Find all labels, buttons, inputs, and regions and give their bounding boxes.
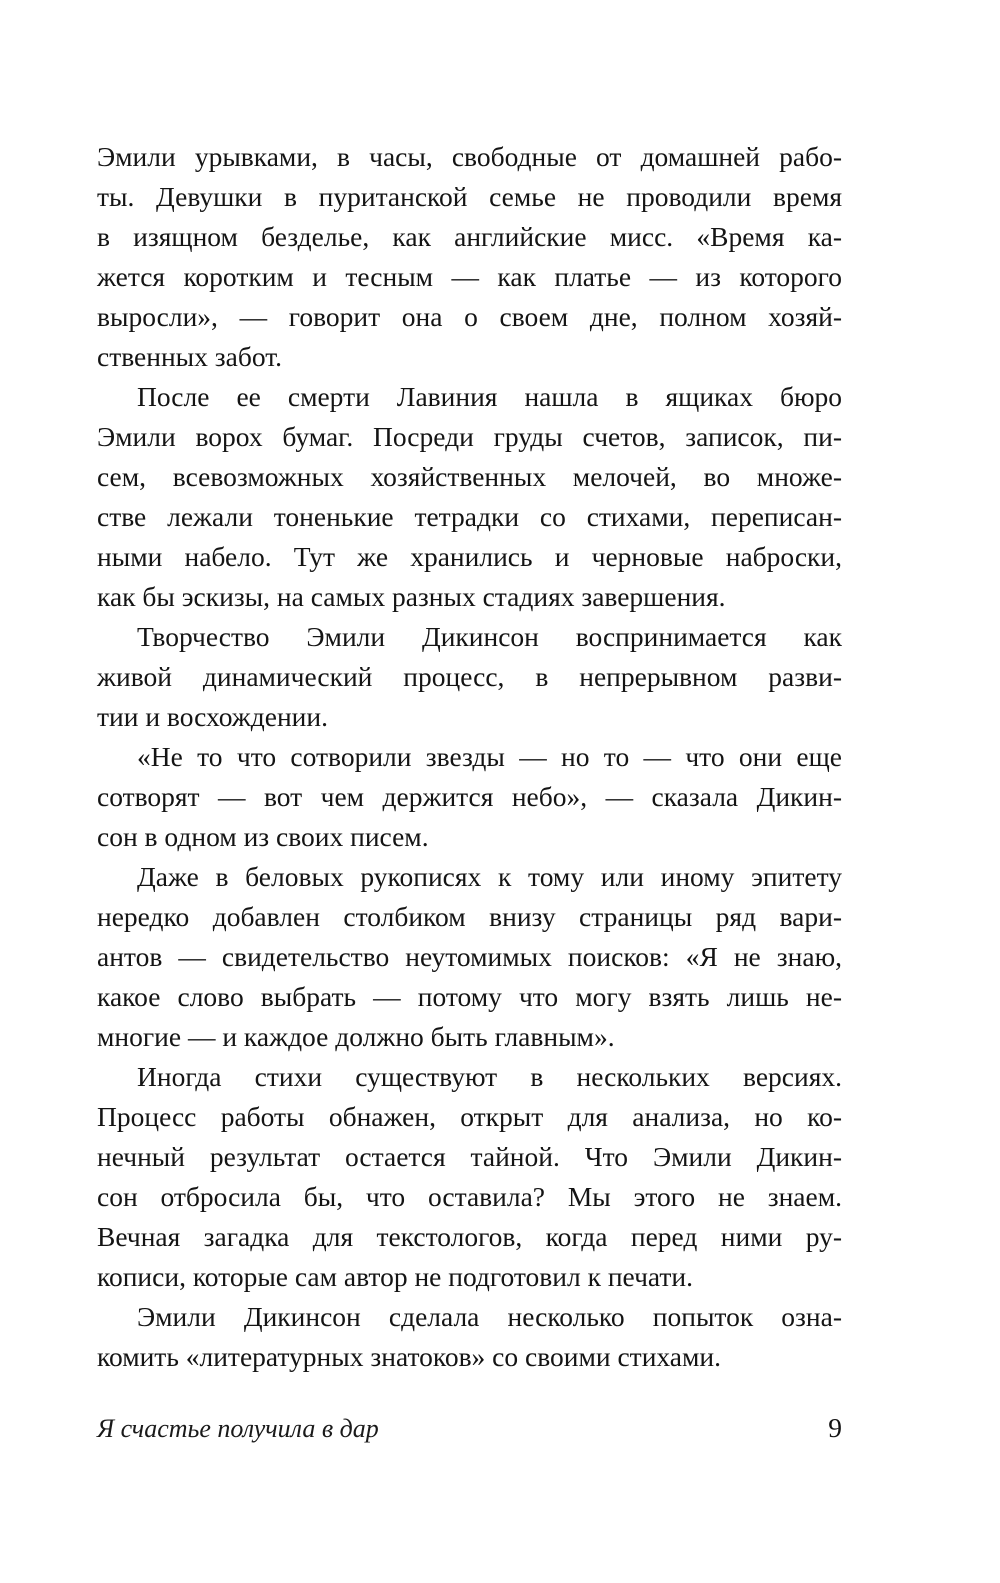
page-footer	[97, 1411, 842, 1446]
text-line: ственных забот.	[97, 341, 283, 372]
text-line: ты. Девушки в пуританской семье не проводили время	[97, 181, 842, 212]
text-line: живой динамический процесс, в непрерывном разви-	[97, 661, 842, 692]
text-line: выросли», — говорит она о своем дне, полном хозяй-	[97, 301, 842, 332]
text-line: Даже в беловых рукописях к тому или иному эпитету	[137, 861, 842, 892]
text-line: «Не то что сотворили звезды — но то — что они еще	[137, 741, 842, 772]
text-line: сон отбросила бы, что оставила? Мы этого не знаем.	[97, 1181, 842, 1212]
text-line: тии и восхождении.	[97, 701, 328, 732]
text-line: как бы эскизы, на самых разных стадиях завершения.	[97, 581, 726, 612]
text-line: кописи, которые сам автор не подготовил к печати.	[97, 1261, 694, 1292]
text-line: сотворят — вот чем держится небо», — сказала Дикин-	[97, 781, 842, 812]
text-line: ными набело. Тут же хранились и черновые наброски,	[97, 541, 842, 572]
text-line: многие — и каждое должно быть главным».	[97, 1021, 615, 1052]
page-number: 9	[828, 1412, 842, 1443]
page-text-block	[97, 137, 842, 1377]
text-line: сон в одном из своих писем.	[97, 821, 429, 852]
text-line: После ее смерти Лавиния нашла в ящиках бюро	[137, 381, 842, 412]
paragraph	[97, 737, 842, 857]
text-line: сем, всевозможных хозяйственных мелочей, во множе-	[97, 461, 842, 492]
text-line: Творчество Эмили Дикинсон воспринимается как	[137, 621, 842, 652]
text-line: Эмили Дикинсон сделала несколько попыток озна-	[137, 1301, 842, 1332]
paragraph	[97, 1297, 842, 1377]
paragraph	[97, 377, 842, 617]
paragraph	[97, 617, 842, 737]
text-line: Вечная загадка для текстологов, когда перед ними ру-	[97, 1221, 842, 1252]
text-line: стве лежали тоненькие тетрадки со стихами, переписан-	[97, 501, 842, 532]
text-line: в изящном безделье, как английские мисс. «Время ка-	[97, 221, 842, 252]
text-line: Эмили урывками, в часы, свободные от домашней рабо-	[97, 141, 842, 172]
text-line: Процесс работы обнажен, открыт для анализа, но ко-	[97, 1101, 842, 1132]
text-line: Иногда стихи существуют в нескольких версиях.	[137, 1061, 842, 1092]
text-line: нередко добавлен столбиком внизу страницы ряд вари-	[97, 901, 842, 932]
text-line: какое слово выбрать — потому что могу взять лишь не-	[97, 981, 842, 1012]
paragraph	[97, 857, 842, 1057]
text-line: жется коротким и тесным — как платье — из которого	[97, 261, 842, 292]
running-title: Я счастье получила в дар	[97, 1414, 379, 1443]
text-line: Эмили ворох бумаг. Посреди груды счетов, записок, пи-	[97, 421, 842, 452]
text-line: комить «литературных знатоков» со своими стихами.	[97, 1341, 722, 1372]
text-line: антов — свидетельство неутомимых поисков: «Я не знаю,	[97, 941, 842, 972]
text-line: нечный результат остается тайной. Что Эмили Дикин-	[97, 1141, 842, 1172]
paragraph	[97, 137, 842, 377]
paragraph	[97, 1057, 842, 1297]
